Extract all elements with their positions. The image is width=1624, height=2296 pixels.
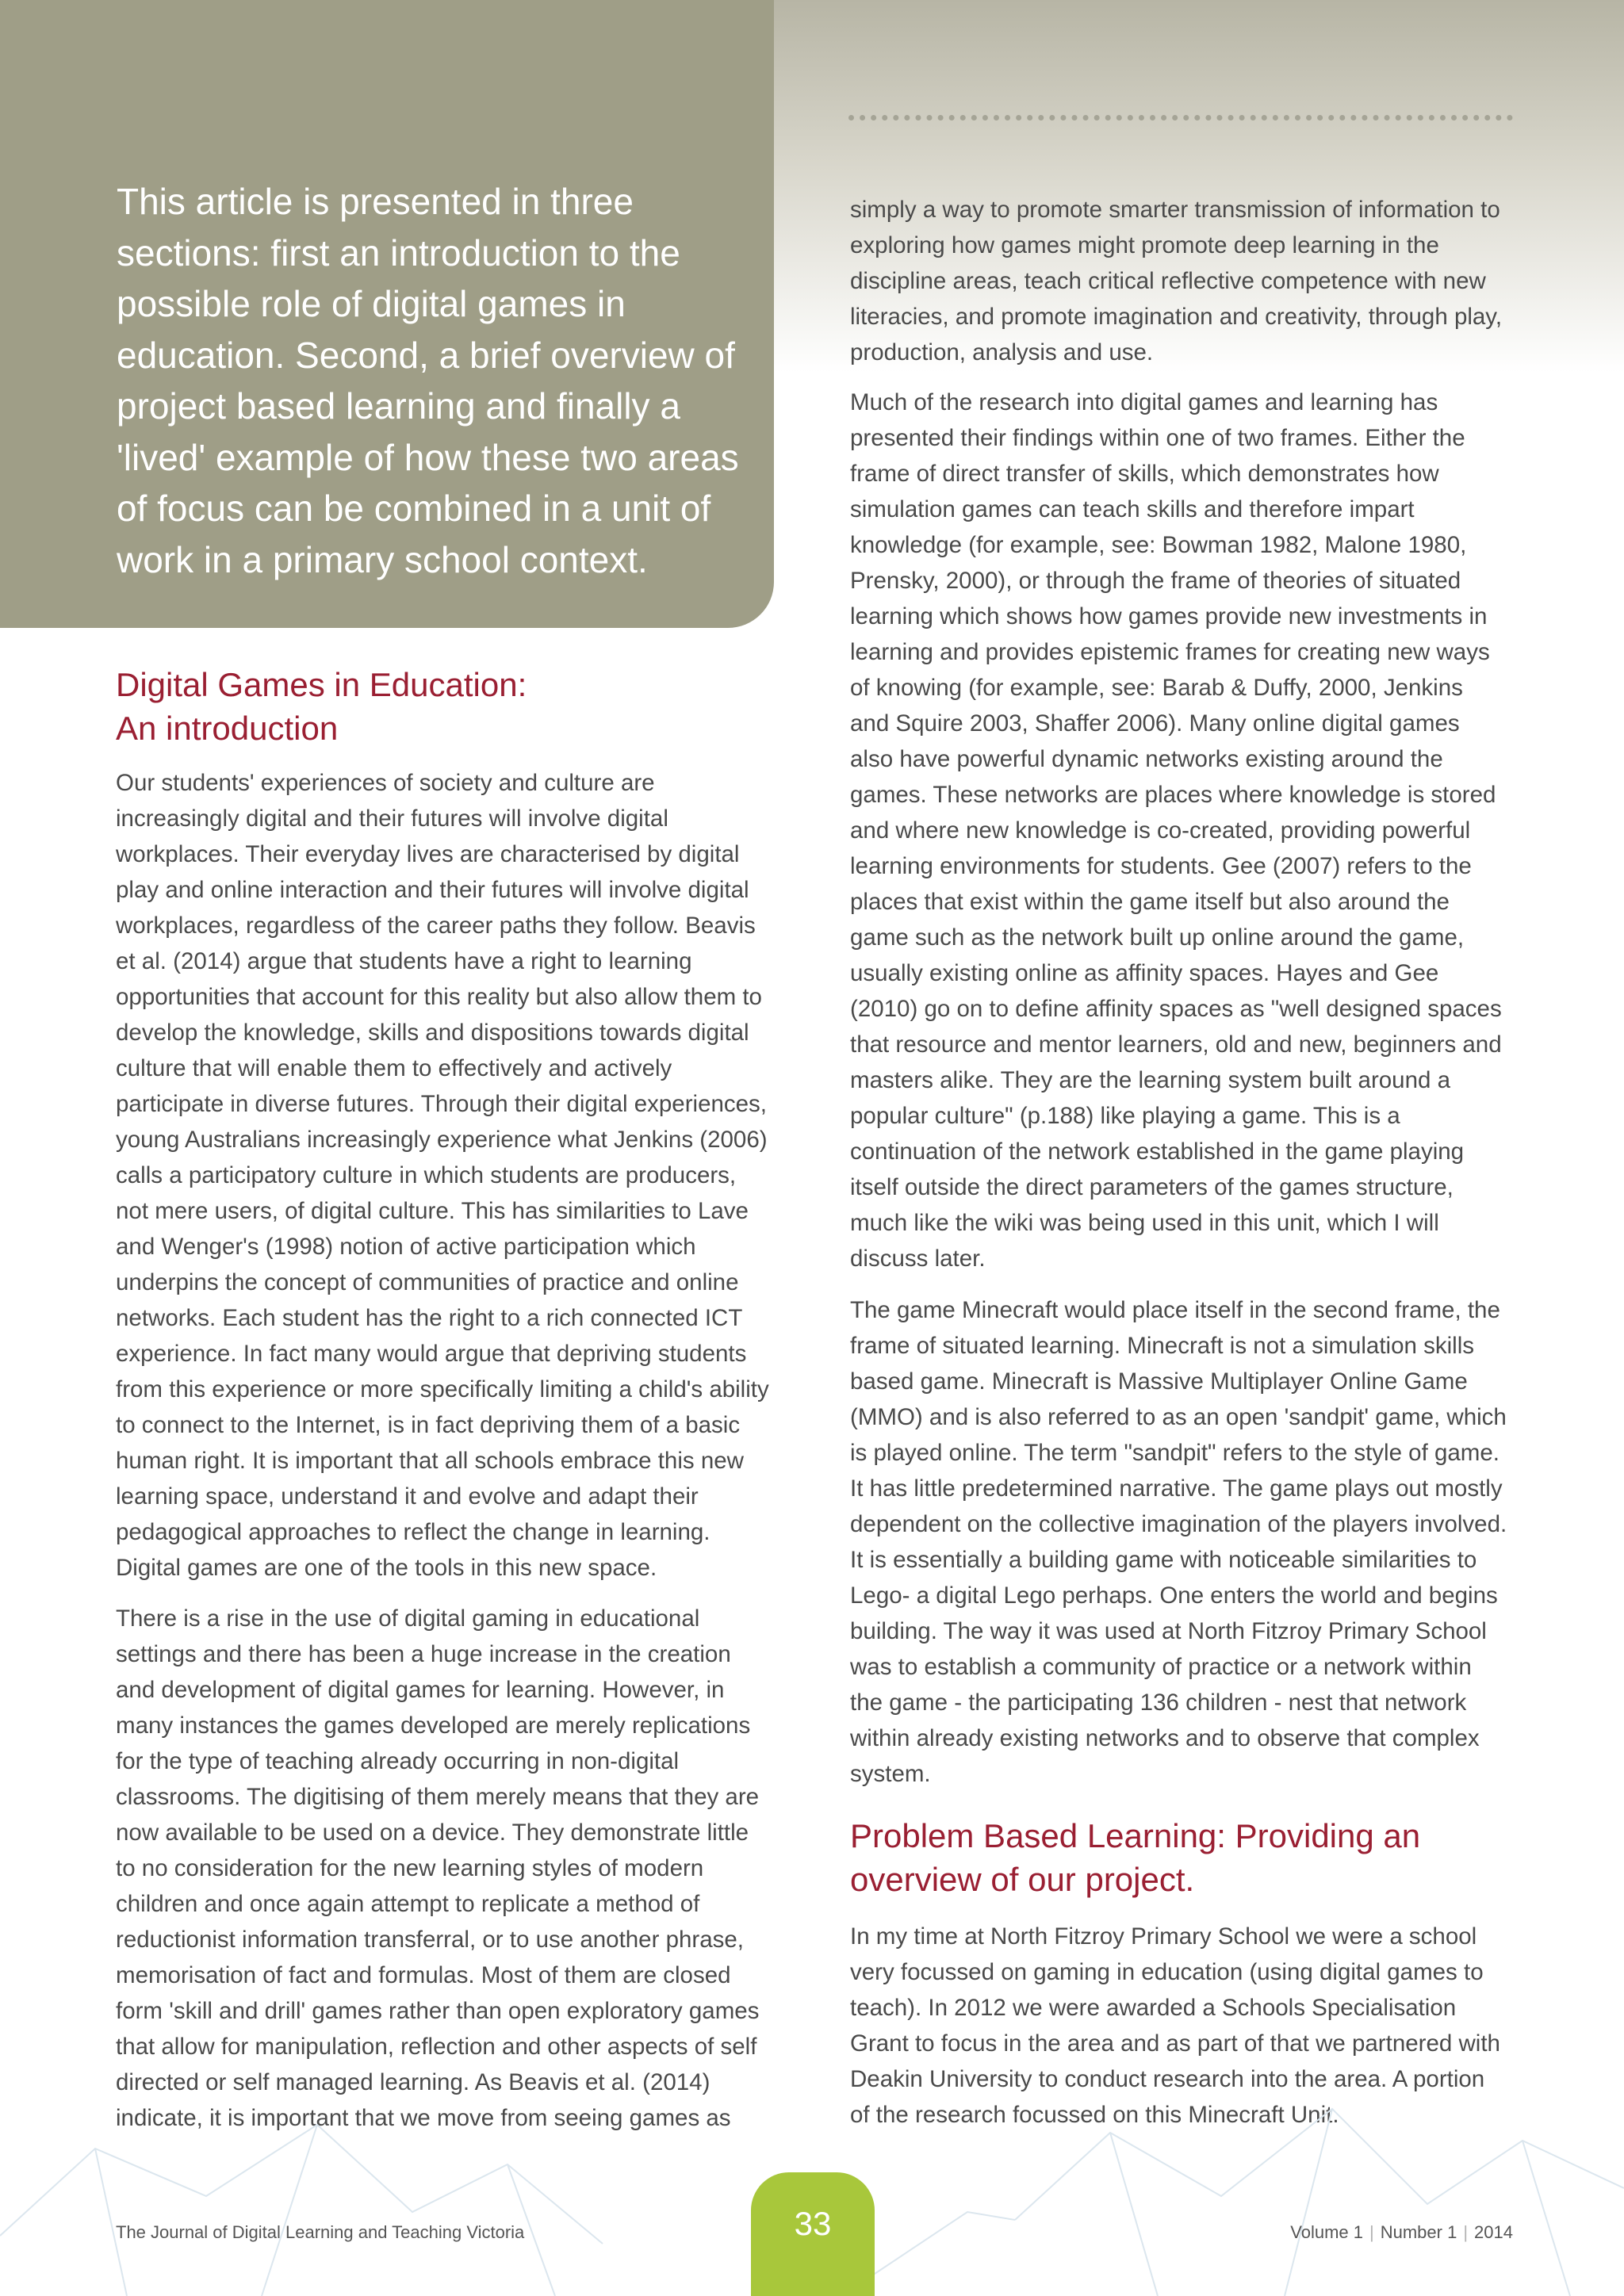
separator: | — [1463, 2222, 1469, 2242]
heading-line: overview of our project. — [850, 1861, 1195, 1898]
paragraph: Our students' experiences of society and culture are increasingly digital and their futures will involve digital workplaces. Their everyday lives are characterised by digital play and online interaction and their futures will involve digital workplaces, regardless of the career paths they follow. Beavis et al. (2014) argue that students have a right to learning opportunities that account for this reality but also allow them to develop the knowledge, skills and dispositions towards digital culture that will enable them to effectively and actively participate in diverse futures. Through their digital experiences, young Australians increasingly experience what Jenkins (2006) calls a participatory culture in which students are producers, not mere users, of digital culture. This has similarities to Lave and Wenger's (1998) notion of active participation which underpins the concept of communities of practice and online networks. Each student has the right to a rich connected ICT experience. In fact many would argue that depriving students from this experience or more specifically limiting a child's ability to connect to the Internet, is in fact depriving them of a basic human right. It is important that all schools embrace this new learning space, understand it and evolve and adapt their pedagogical approaches to reflect the change in learning. Digital games are one of the tools in this new space. — [116, 770, 769, 1581]
section-heading-problem-based-learning — [850, 1814, 1532, 1901]
heading-line: An introduction — [116, 710, 339, 747]
page-number-tab — [751, 2172, 875, 2296]
number-label: Number 1 — [1380, 2222, 1457, 2242]
page-number: 33 — [794, 2205, 832, 2242]
dotted-rule — [848, 115, 1513, 121]
intro-panel — [0, 0, 774, 628]
paragraph: In my time at North Fitzroy Primary School we were a school very focussed on gaming in education (using digital games to teach). In 2012 we were awarded a Schools Specialisation Grant to focus in the area and as part of that we partnered with Deakin University to conduct research into the area. A portion of the research focussed on this Minecraft Unit. — [850, 1923, 1500, 2128]
heading-line: Digital Games in Education: — [116, 666, 527, 703]
journal-title: The Journal of Digital Learning and Teaching Victoria — [116, 2222, 525, 2242]
paragraph: Much of the research into digital games and learning has presented their findings within one of two frames. Either the frame of direct transfer of skills, which demonstrates how simulation games can teach skills and therefore impart knowledge (for example, see: Bowman 1982, Malone 1980, Prensky, 2000), or through the frame of theories of situated learning which shows how games provide new investments in learning and provides epistemic frames for creating new ways of knowing (for example, see: Barab & Duffy, 2000, Jenkins and Squire 2003, Shaffer 2006). Many online digital games also have powerful dynamic networks existing around the games. These networks are places where knowledge is stored and where new knowledge is co-created, providing powerful learning environments for students. Gee (2007) refers to the places that exist within the game itself but also around the game such as the network built up online around the game, usually existing online as affinity spaces. Hayes and Gee (2010) go on to define affinity spaces as "well designed spaces that resource and mentor learners, old and new, beginners and masters alike. They are the learning system built around a popular culture" (p.188) like playing a game. This is a continuation of the network established in the game playing itself outside the direct parameters of the games structure, much like the wiki was being used in this unit, which I will discuss later. — [850, 389, 1502, 1272]
paragraph: simply a way to promote smarter transmission of information to exploring how games might promote deep learning in the discipline areas, teach critical reflective competence with new literacies, and promote imagination and creativity, through play, production, analysis and use. — [850, 197, 1503, 365]
paragraph: There is a rise in the use of digital gaming in educational settings and there has been a huge increase in the creation and development of digital games for learning. However, in many instances the games developed are merely replications for the type of teaching already occurring in non-digital classrooms. The digitising of them merely means that they are now available to be used on a device. They demonstrate little to no consideration for the new learning styles of modern children and once again attempt to replicate a method of reductionist information transferral, or to use another phrase, memorisation of fact and formulas. Most of them are closed form 'skill and drill' games rather than open exploratory games that allow for manipulation, reflection and other aspects of self directed or self managed learning. As Beavis et al. (2014) indicate, it is important that we move from seeing games as — [116, 1605, 760, 2131]
heading-line: Problem Based Learning: Providing an — [850, 1817, 1421, 1854]
section-heading-digital-games — [116, 663, 774, 750]
intro-text: This article is presented in three sections: first an introduction to the possible role of digital games in education. Second, a brief overview of project based learning and finally a 'lived' example of how these two areas of focus can be combined in a unit of work in a primary school context. — [117, 181, 739, 580]
paragraph: The game Minecraft would place itself in the second frame, the frame of situated learning. Minecraft is not a simulation skills based game. Minecraft is Massive Multiplayer Online Game (MMO) and is also referred to as an open 'sandpit' game, which is played online. The term "sandpit" refers to the style of game. It has little predetermined narrative. The game plays out mostly dependent on the collective imagination of the players involved. It is essentially a building game with noticeable similarities to Lego- a digital Lego perhaps. One enters the world and begins building. The way it was used at North Fitzroy Primary School was to establish a community of practice or a network within the game - the participating 136 children - nest that network within already existing networks and to observe that complex system. — [850, 1297, 1507, 1787]
year-label: 2014 — [1474, 2222, 1513, 2242]
issue-info — [1290, 2222, 1513, 2243]
volume-label: Volume 1 — [1290, 2222, 1364, 2242]
separator: | — [1369, 2222, 1374, 2242]
